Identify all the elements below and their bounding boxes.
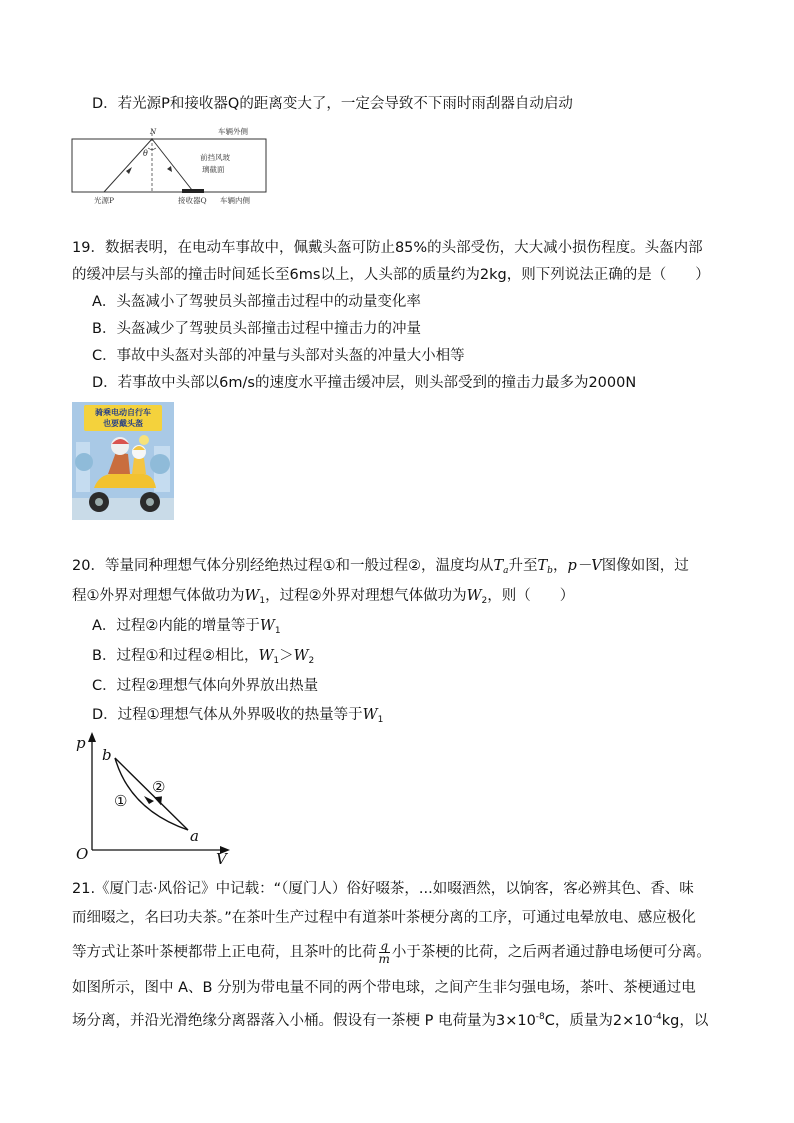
charge-mass-ratio: $\frac{q}{m}$ [378, 939, 390, 966]
q21-line3: 等方式让茶叶茶梗都带上正电荷，且茶叶的比荷 $\frac{q}{m}$ 小于茶梗的比荷，之后两者通过静电场便可分离。 [72, 939, 711, 966]
label-glass-1: 前挡风玻 [200, 153, 230, 162]
q19-stem-line1: 19．数据表明，在电动车事故中，佩戴头盔可防止85%的头部受伤，大大减小损伤程度。头盔内部 [72, 240, 703, 256]
process-1: ① [114, 792, 128, 810]
q21-line5: 场分离，并沿光滑绝缘分离器落入小桶。假设有一茶梗 P 电荷量为$3\times 10^{-8}C$，质量为$2\times 10^{-4}kg$，以 [72, 1012, 709, 1029]
q21-line1: 21.《厦门志·风俗记》中记载：“（厦门人）俗好啜茶，...如啜酒然，以饷客，客必辨其色、香、味 [72, 881, 694, 897]
q20-option-b: B．过程①和过程②相比，$W_1>W_2$ [92, 648, 315, 666]
helmet-poster [72, 402, 174, 520]
point-b: b [102, 746, 112, 764]
label-receiver: 接收器Q [178, 196, 207, 205]
label-source: 光源P [94, 196, 115, 205]
q20-stem-line2: 程①外界对理想气体做功为$W_1$，过程②外界对理想气体做功为$W_2$，则（ ） [72, 588, 575, 606]
q19-option-c: C．事故中头盔对头部的冲量与头部对头盔的冲量大小相等 [92, 348, 465, 364]
label-n: N [150, 128, 157, 136]
poster-line2: 也要戴头盔 [103, 419, 143, 428]
origin-o: O [76, 845, 89, 863]
q21-line2: 而细啜之，名曰功夫茶。”在茶叶生产过程中有道茶叶茶梗分离的工序，可通过电晕放电、感应极化 [72, 910, 696, 926]
label-inside: 车辆内侧 [220, 196, 250, 205]
label-glass-2: 璃截面 [202, 165, 225, 174]
label-outside: 车辆外侧 [218, 127, 248, 136]
label-theta: θ [143, 149, 148, 158]
q20-option-d: D．过程①理想气体从外界吸收的热量等于$W_1$ [92, 707, 384, 725]
q19-option-a: A．头盔减小了驾驶员头部撞击过程中的动量变化率 [92, 294, 421, 310]
axis-p: p [76, 734, 86, 752]
q19-option-d: D．若事故中头部以6m/s的速度水平撞击缓冲层，则头部受到的撞击力最多为2000N [92, 375, 637, 391]
q18-option-d: D．若光源P和接收器Q的距离变大了，一定会导致不下雨时雨刮器自动启动 [92, 96, 573, 112]
pv-label: p－V [567, 558, 602, 574]
axis-v: V [216, 850, 227, 866]
pv-graph [70, 730, 240, 866]
q20-stem-line1: 20．等量同种理想气体分别经绝热过程①和一般过程②，温度均从$T_a$升至$T_b$，p－V图像如图，过 [72, 558, 689, 576]
windshield-figure [68, 124, 268, 208]
q20-option-c: C．过程②理想气体向外界放出热量 [92, 678, 319, 694]
q20-option-a: A．过程②内能的增量等于$W_1$ [92, 618, 281, 636]
process-2: ② [152, 778, 166, 796]
q21-line4: 如图所示，图中 A、B 分别为带电量不同的两个带电球，之间产生非匀强电场，茶叶、茶梗通过电 [72, 980, 696, 996]
poster-line1: 骑乘电动自行车 [95, 408, 151, 417]
point-a: a [190, 827, 199, 845]
q19-option-b: B．头盔减少了驾驶员头部撞击过程中撞击力的冲量 [92, 321, 421, 337]
q19-stem-line2: 的缓冲层与头部的撞击时间延长至6ms以上，人头部的质量约为2kg，则下列说法正确的是（ ） [72, 267, 710, 283]
